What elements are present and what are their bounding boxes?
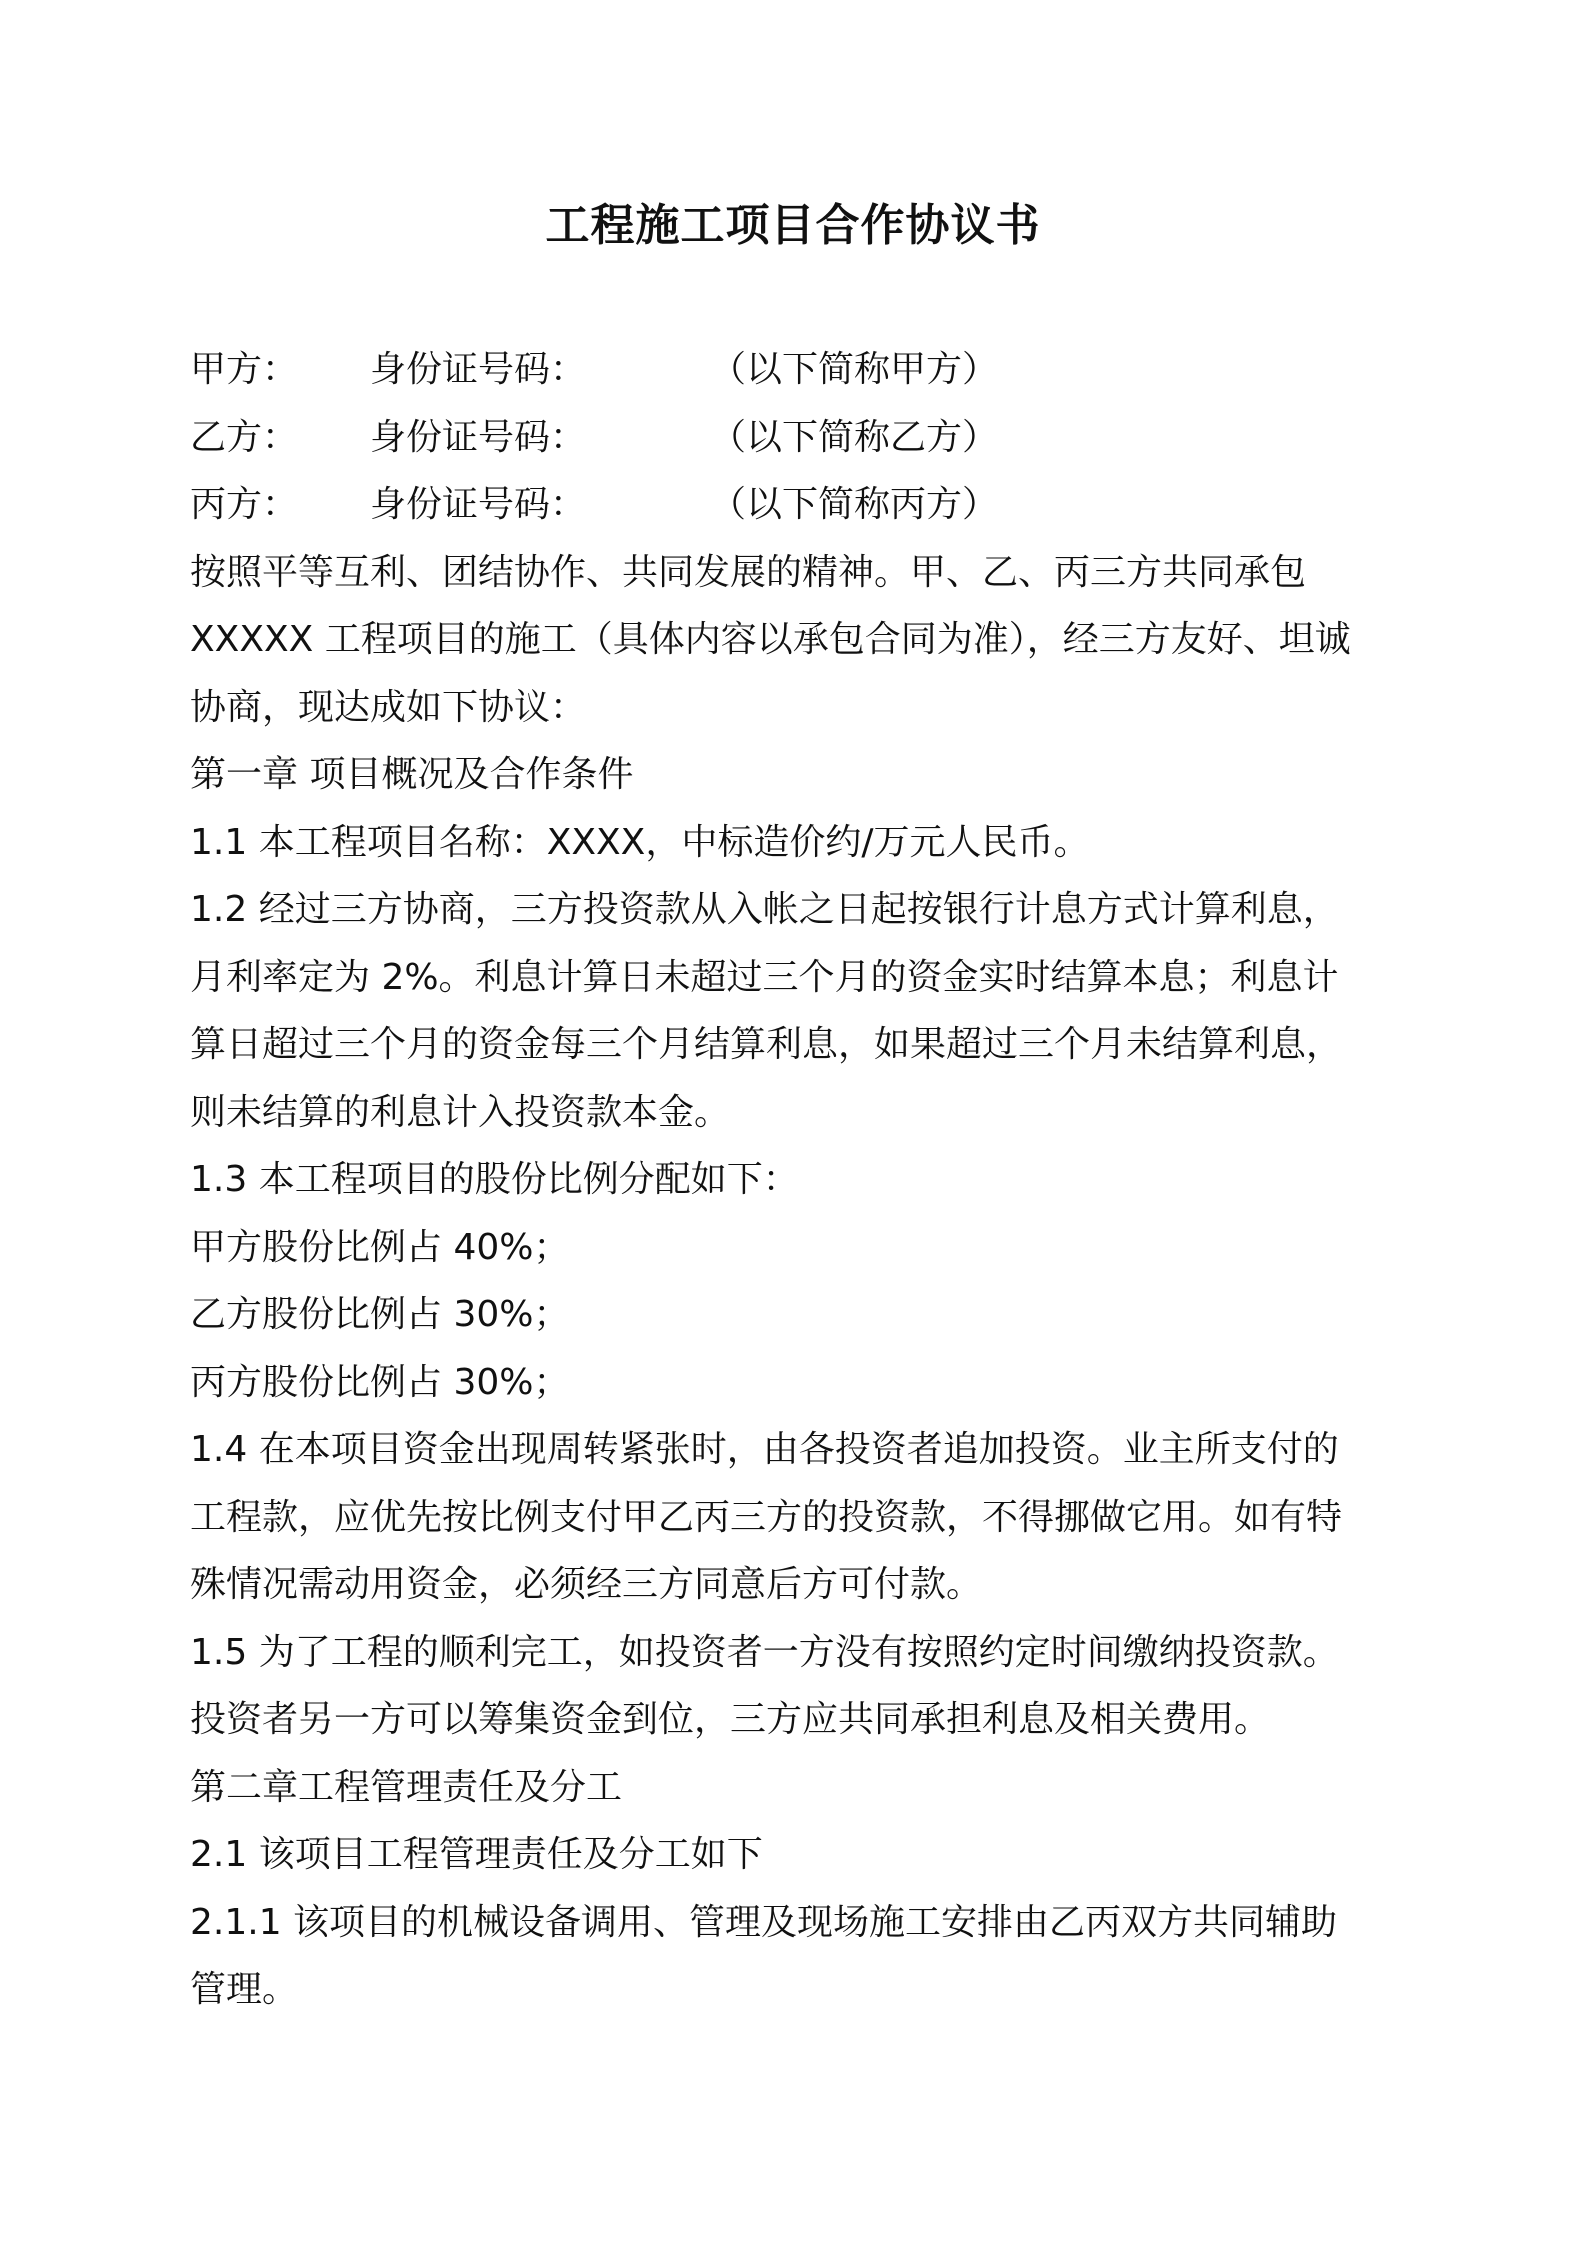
clause-line: 1.1 本工程项目名称：XXXX，中标造价约/万元人民币。	[190, 821, 1090, 863]
party-alias: （以下简称丙方）	[710, 484, 999, 525]
share-line: 丙方股份比例占 30%；	[190, 1361, 570, 1403]
party-line-a	[190, 336, 1420, 404]
chapter-heading: 第二章工程管理责任及分工	[190, 1766, 623, 1808]
party-id-label: 身份证号码：	[370, 416, 587, 458]
document-title: 工程施工项目合作协议书	[545, 200, 1041, 251]
clause-line: 1.2 经过三方协商，三方投资款从入帐之日起按银行计息方式计算利息，	[190, 889, 1339, 930]
body-line: XXXXX 工程项目的施工（具体内容以承包合同为准），经三方友好、坦诚	[190, 619, 1351, 660]
party-role: 丙方：	[190, 484, 299, 525]
share-line: 甲方股份比例占 40%；	[190, 1226, 570, 1268]
share-line: 乙方股份比例占 30%；	[190, 1294, 570, 1335]
party-alias: （以下简称甲方）	[710, 349, 999, 390]
body-line: 协商，现达成如下协议：	[190, 686, 587, 728]
clause-line: 管理。	[190, 1969, 299, 2010]
party-role: 乙方：	[190, 416, 299, 458]
clause-line: 1.3 本工程项目的股份比例分配如下：	[190, 1159, 799, 1200]
party-id-label: 身份证号码：	[370, 484, 587, 525]
clause-line: 殊情况需动用资金，必须经三方同意后方可付款。	[190, 1564, 983, 1605]
party-role: 甲方：	[190, 349, 299, 390]
party-line-c	[190, 471, 1420, 539]
clause-line: 1.4 在本项目资金出现周转紧张时，由各投资者追加投资。业主所支付的	[190, 1429, 1339, 1470]
clause-line: 月利率定为 2%。利息计算日未超过三个月的资金实时结算本息；利息计	[190, 956, 1339, 998]
chapter-heading: 第一章 项目概况及合作条件	[190, 754, 634, 795]
document-body	[190, 336, 1420, 2024]
clause-line: 1.5 为了工程的顺利完工，如投资者一方没有按照约定时间缴纳投资款。	[190, 1631, 1339, 1673]
clause-line: 2.1 该项目工程管理责任及分工如下	[190, 1834, 763, 1875]
clause-line: 2.1.1 该项目的机械设备调用、管理及现场施工安排由乙丙双方共同辅助	[190, 1901, 1338, 1943]
clause-line: 工程款，应优先按比例支付甲乙丙三方的投资款，不得挪做它用。如有特	[190, 1496, 1343, 1538]
party-id-label: 身份证号码：	[370, 349, 587, 390]
clause-line: 投资者另一方可以筹集资金到位，三方应共同承担利息及相关费用。	[190, 1699, 1271, 1740]
party-line-b	[190, 404, 1420, 472]
clause-line: 则未结算的利息计入投资款本金。	[190, 1091, 731, 1133]
body-line: 按照平等互利、团结协作、共同发展的精神。甲、乙、丙三方共同承包	[190, 551, 1307, 593]
clause-line: 算日超过三个月的资金每三个月结算利息，如果超过三个月未结算利息，	[190, 1024, 1343, 1065]
party-alias: （以下简称乙方）	[710, 416, 999, 458]
